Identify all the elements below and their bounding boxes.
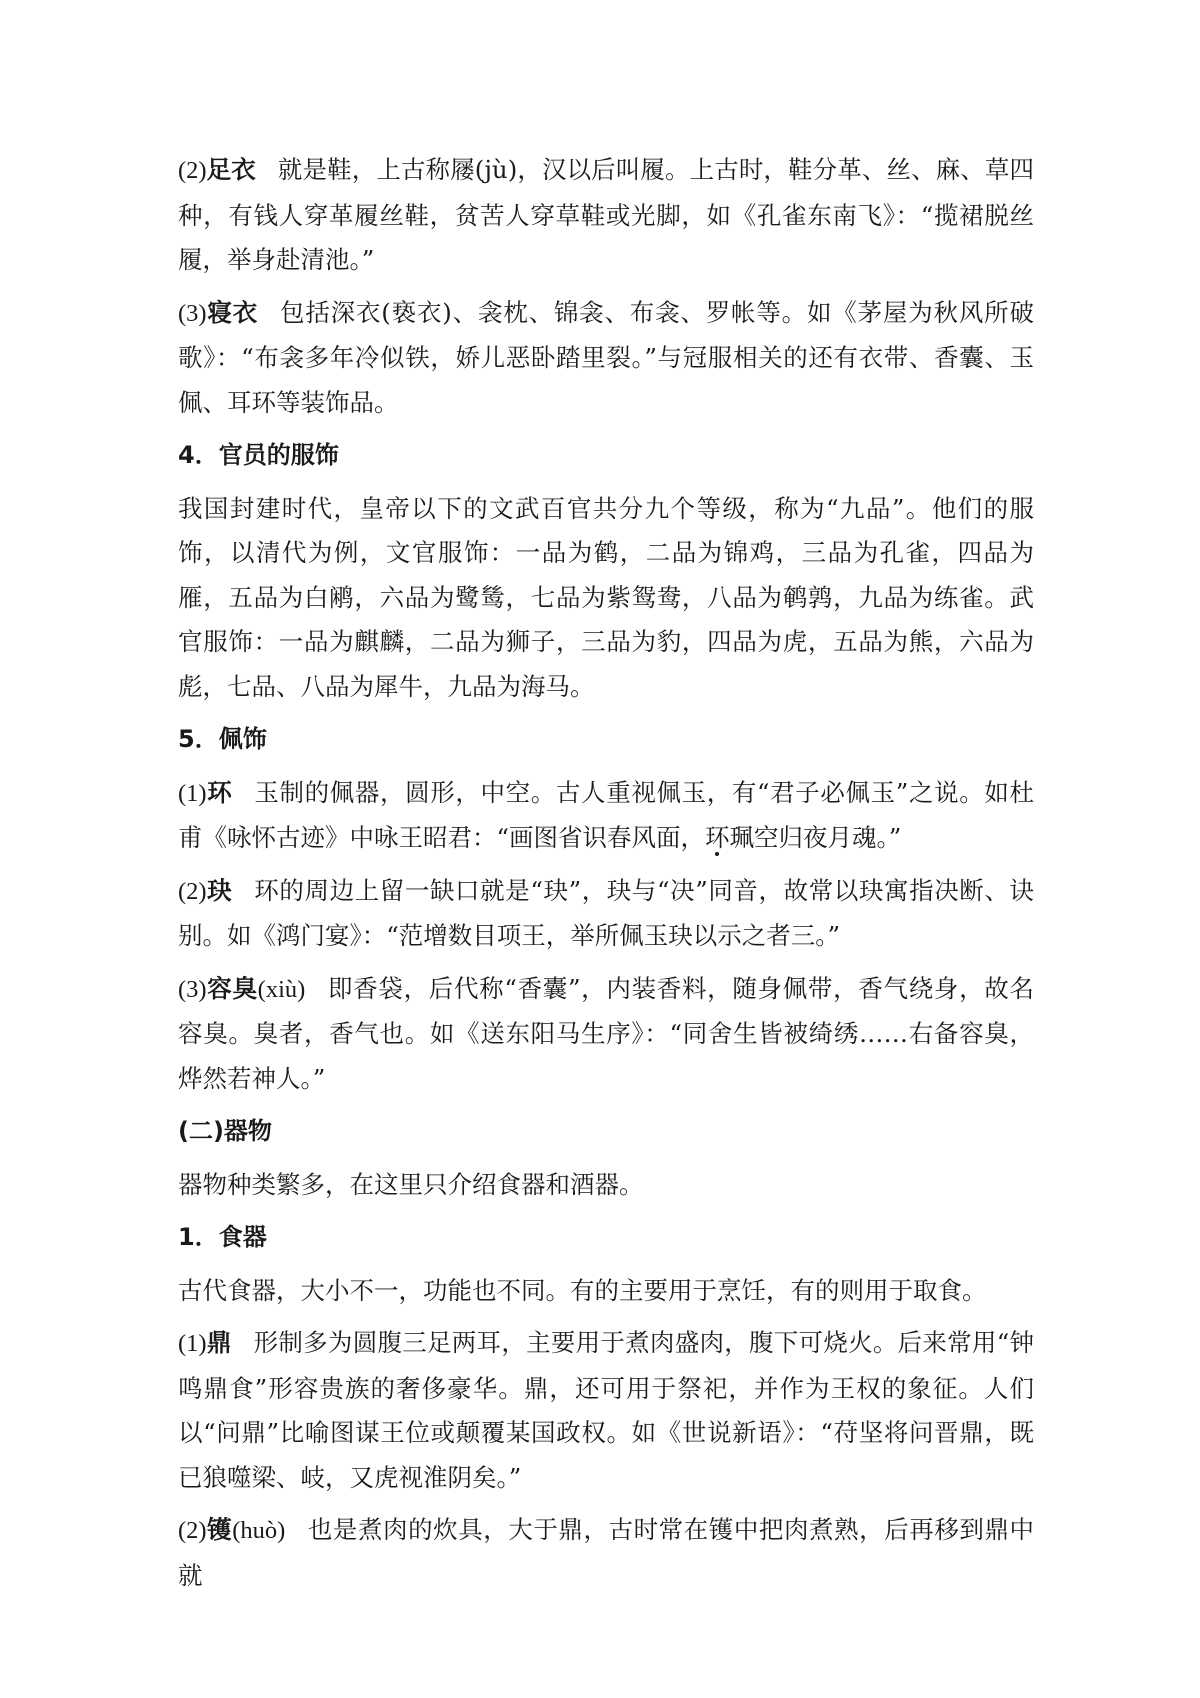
- heading-ornaments: 5．佩饰: [178, 725, 267, 753]
- paragraph-nine-ranks: 我国封建时代，皇帝以下的文武百官共分九个等级，称为“九品”。他们的服饰，以清代为例，文官服饰：一品为鹤，二品为锦鸡，三品为孔雀，四品为雁，五品为白鹇，六品为鹭鸶，七品为紫鸳鸯，八品为鹌鹑，九品为练雀。武官服饰：一品为麒麟，二品为狮子，三品为豹，四品为虎，五品为熊，六品为彪，七品、八品为犀牛，九品为海马。: [178, 493, 1034, 701]
- paragraph-text: 玉制的佩器，圆形，中空。古人重视佩玉，有“君子必佩玉”之说。如杜甫《咏怀古迹》中咏王昭君：“画图省识春风面，: [178, 777, 1034, 852]
- heading-utensils: (二)器物: [178, 1117, 272, 1145]
- heading-official-attire: 4．官员的服饰: [178, 441, 339, 469]
- paragraph-text: 包括深衣(亵衣)、衾枕、锦衾、布衾、罗帐等。如《茅屋为秋风所破歌》：“布衾多年冷似铁，娇儿恶卧踏里裂。”与冠服相关的还有衣带、香囊、玉佩、耳环等装饰品。: [178, 297, 1034, 417]
- paragraph-text: 环的周边上留一缺口就是“玦”，玦与“决”同音，故常以玦寓指决断、诀别。如《鸿门宴》：“范增数目项王，举所佩玉玦以示之者三。”: [178, 875, 1034, 950]
- paragraph-text: 珮空归夜月魂。”: [729, 823, 902, 852]
- term-rongxiu: (3)容臭(xiù): [178, 973, 306, 1003]
- emphasis-dot-character: 环: [705, 823, 730, 852]
- term-huan: (1)环: [178, 777, 233, 807]
- paragraph-utensils-intro: 器物种类繁多，在这里只介绍食器和酒器。: [178, 1169, 644, 1199]
- term-jue: (2)玦: [178, 875, 233, 905]
- paragraph-text: 就是鞋，上古称屦(jù)，汉以后叫履。上古时，鞋分革、丝、麻、草四种，有钱人穿革履丝鞋，贫苦人穿草鞋或光脚，如《孔雀东南飞》：“揽裙脱丝履，举身赴清池。”: [178, 155, 1034, 274]
- paragraph-huan: [178, 771, 1034, 861]
- paragraph-huo: [178, 1508, 1034, 1598]
- term-ding: (1)鼎: [178, 1328, 232, 1357]
- heading-food-vessels: 1．食器: [178, 1223, 267, 1251]
- term-huo: (2)镬(huò): [178, 1515, 286, 1544]
- paragraph-jue: [178, 869, 1034, 959]
- paragraph-qinyi: [178, 291, 1034, 426]
- paragraph-text: 形制多为圆腹三足两耳，主要用于煮肉盛肉，腹下可烧火。后来常用“钟鸣鼎食”形容贵族的奢侈豪华。鼎，还可用于祭祀，并作为王权的象征。人们以“问鼎”比喻图谋王位或颠覆某国政权。如《世说新语》：“苻坚将问晋鼎，既已狼噬梁、岐，又虎视淮阴矣。”: [178, 1328, 1034, 1492]
- paragraph-text: 也是煮肉的炊具，大于鼎，古时常在镬中把肉煮熟，后再移到鼎中就: [178, 1515, 1035, 1590]
- term-zuyi: (2)足衣: [178, 155, 256, 184]
- term-qinyi: (3)寝衣: [178, 297, 259, 327]
- paragraph-ding: [178, 1321, 1034, 1500]
- document-page: [178, 148, 1034, 1606]
- paragraph-rongxiu: [178, 967, 1034, 1102]
- paragraph-text: 即香袋，后代称“香囊”，内装香料，随身佩带，香气绕身，故名容臭。臭者，香气也。如《送东阳马生序》：“同舍生皆被绮绣……右备容臭，烨然若神人。”: [178, 973, 1034, 1093]
- paragraph-zuyi: [178, 148, 1034, 283]
- paragraph-food-vessels-intro: 古代食器，大小不一，功能也不同。有的主要用于烹饪，有的则用于取食。: [178, 1275, 987, 1305]
